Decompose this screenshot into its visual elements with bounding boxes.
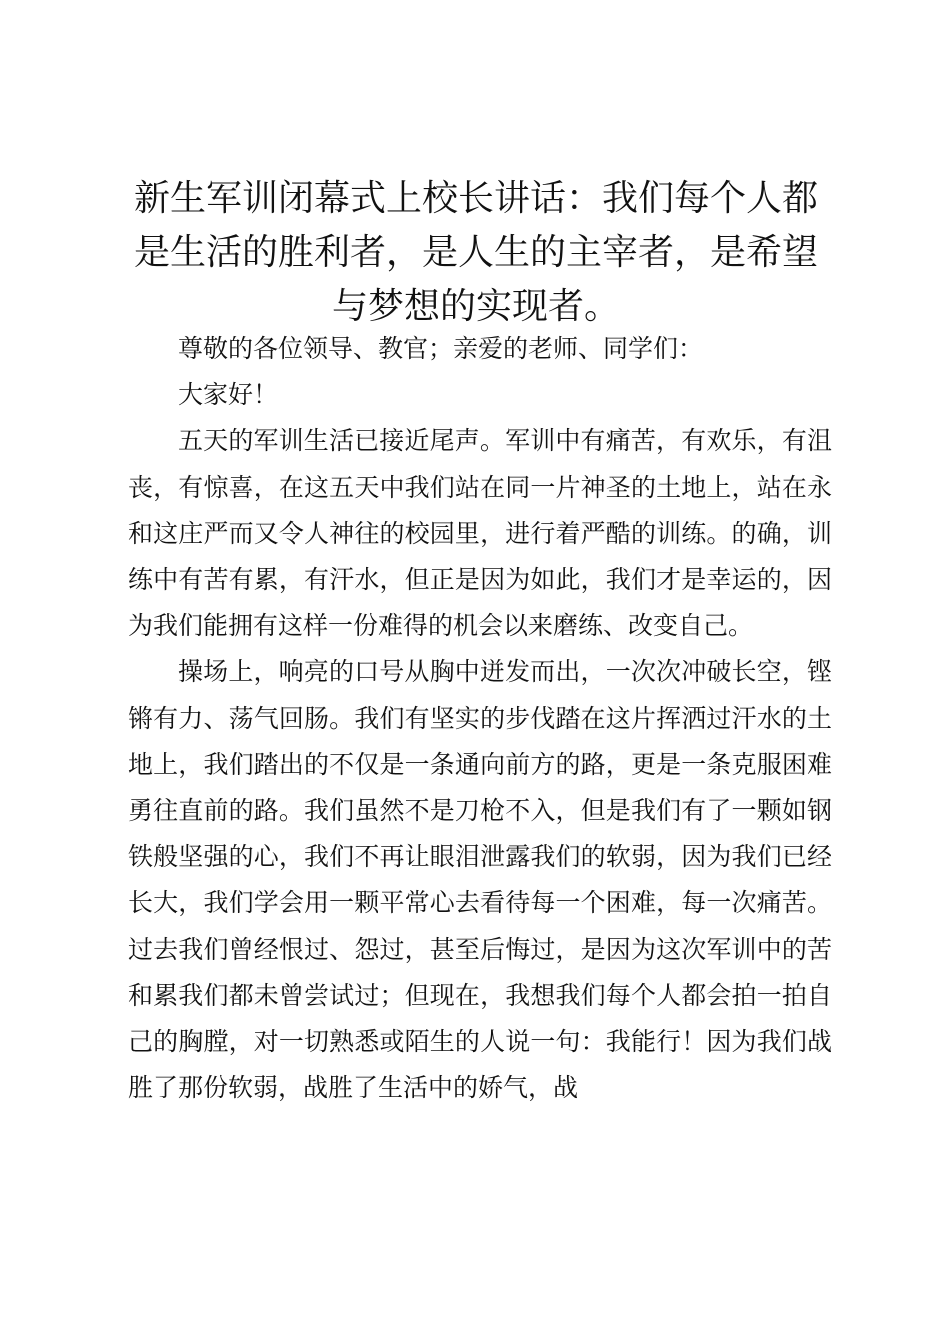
body-paragraph: 五天的军训生活已接近尾声。军训中有痛苦，有欢乐，有沮丧，有惊喜，在这五天中我们站在同一片神圣的土地上，站在永和这庄严而又令人神往的校园里，进行着严酷的训练。的确，训练中有苦有累，有汗水，但正是因为如此，我们才是幸运的，因为我们能拥有这样一份难得的机会以来磨练、改变自己。 [128, 426, 832, 641]
salutation-paragraph: 尊敬的各位领导、教官；亲爱的老师、同学们： [178, 334, 704, 363]
greeting-paragraph: 大家好！ [178, 380, 279, 410]
document-body [128, 326, 832, 1111]
document-title: 新生军训闭幕式上校长讲话：我们每个人都是生活的胜利者，是人生的主宰者，是希望与梦想的实现者。 [133, 178, 818, 327]
body-paragraph: 操场上，响亮的口号从胸中迸发而出，一次次冲破长空，铿锵有力、荡气回肠。我们有坚实的步伐踏在这片挥洒过汗水的土地上，我们踏出的不仅是一条通向前方的路，更是一条克服困难勇往直前的路。我们虽然不是刀枪不入，但是我们有了一颗如钢铁般坚强的心，我们不再让眼泪泄露我们的软弱，因为我们已经长大，我们学会用一颗平常心去看待每一个困难，每一次痛苦。过去我们曾经恨过、怨过，甚至后悔过，是因为这次军训中的苦和累我们都未曾尝试过；但现在，我想我们每个人都会拍一拍自己的胸膛，对一切熟悉或陌生的人说一句：我能行！因为我们战胜了那份软弱，战胜了生活中的娇气，战 [128, 657, 832, 1103]
